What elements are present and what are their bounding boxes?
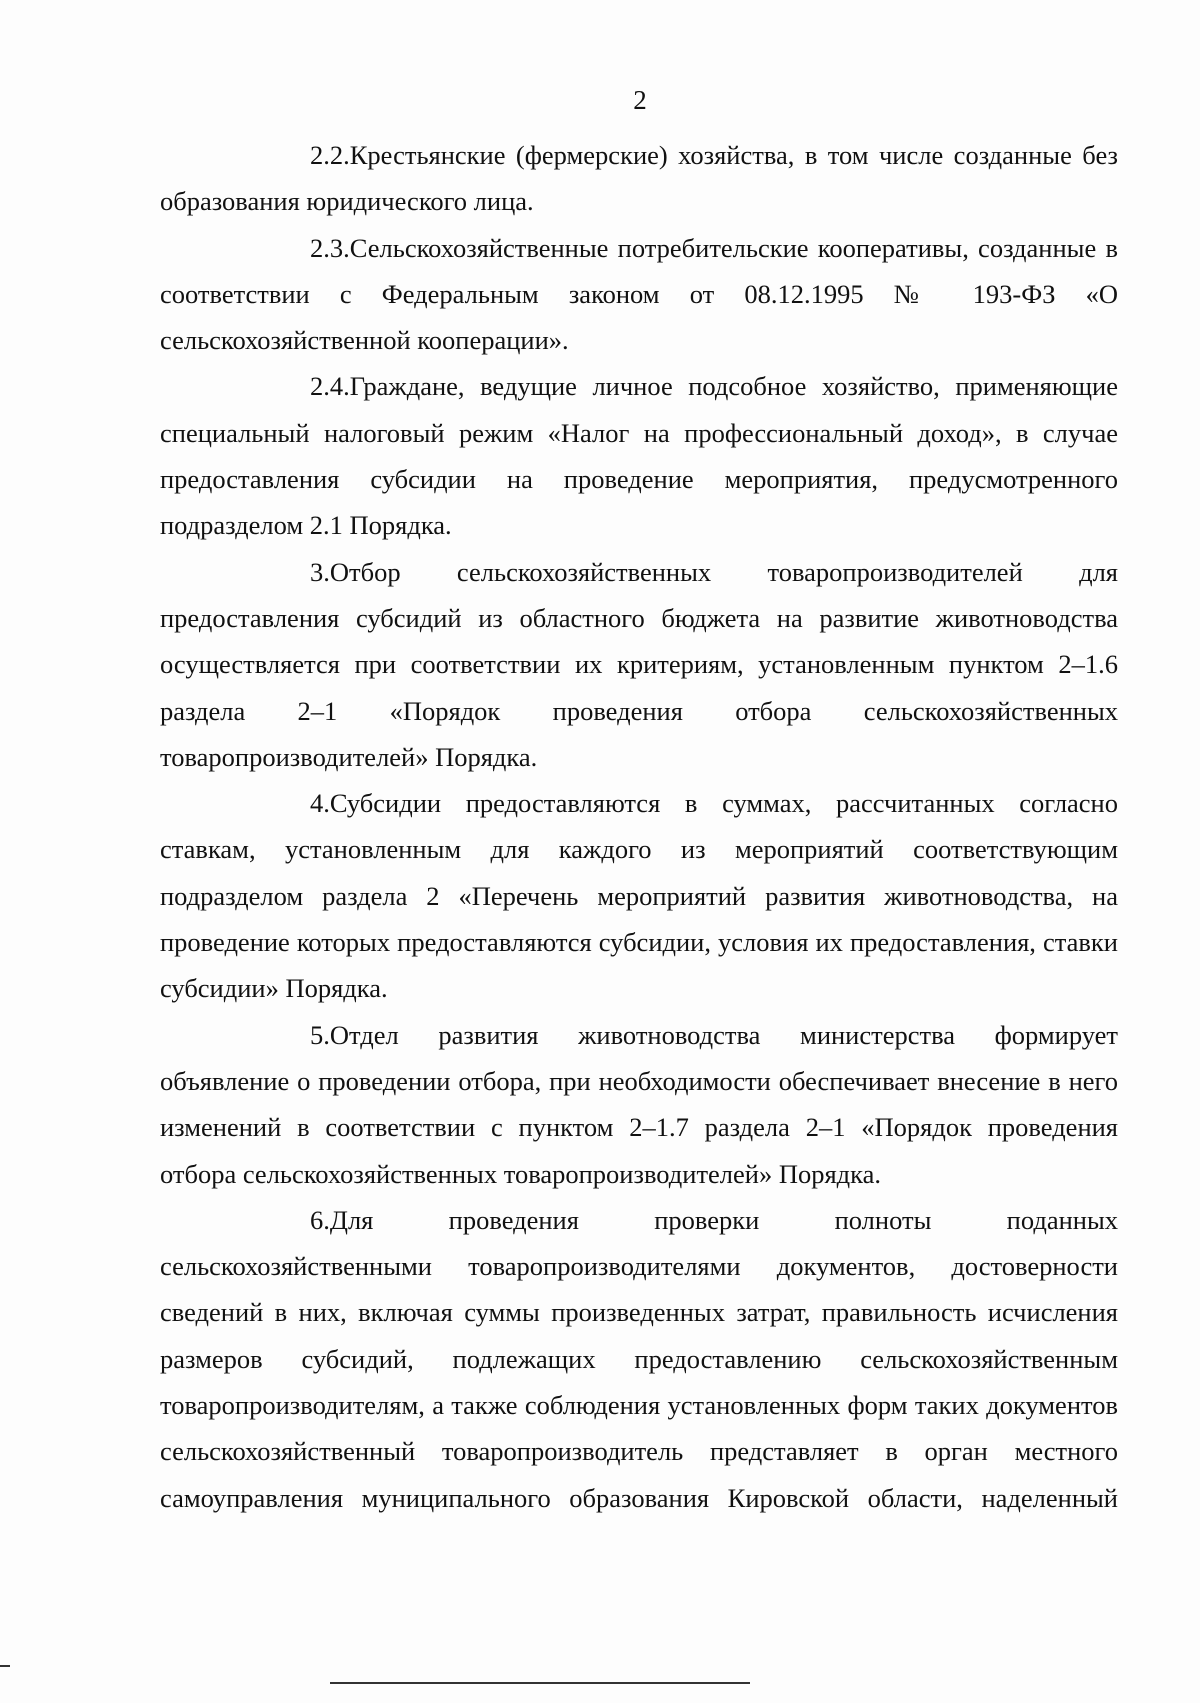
paragraph-6 (160, 1197, 1118, 1521)
paragraph-number: 5. (310, 1019, 330, 1050)
paragraph-2-3 (160, 225, 1118, 364)
paragraph-number: 3. (310, 556, 330, 587)
paragraph-text: Крестьянские (фермерские) хозяйства, в том числе созданные без образования юридического лица. (160, 140, 1118, 217)
paragraph-number: 2.4. (310, 371, 350, 402)
document-body (160, 132, 1118, 1521)
paragraph-text: Отдел развития животноводства министерства формирует объявление о проведении отбора, при необходимости обеспечивает внесение в него изменений в соответствии с пунктом 2–1.7 раздела 2–1 «Порядок проведения отбора сельскохозяйственных товаропроизводителей» Порядка. (160, 1019, 1118, 1189)
bottom-rule (330, 1682, 750, 1684)
paragraph-number: 6. (310, 1204, 330, 1235)
paragraph-number: 4. (310, 788, 330, 819)
paragraph-number: 2.3. (310, 232, 350, 263)
paragraph-text: Граждане, ведущие личное подсобное хозяйство, применяющие специальный налоговый режим «Налог на профессиональный доход», в случае предоставления субсидии на проведение мероприятия, предусмотренного подразделом 2.1 Порядка. (160, 371, 1118, 541)
paragraph-text: Для проведения проверки полноты поданных сельскохозяйственными товаропроизводителями документов, достоверности сведений в них, включая суммы произведенных затрат, правильность исчисления размеров субсидий, подлежащих предоставлению сельскохозяйственным товаропроизводителям, а также соблюдения установленных форм таких документов сельскохозяйственный товаропроизводитель представляет в орган местного самоуправления муниципального образования Кировской области, наделенный (160, 1204, 1118, 1513)
paragraph-text: Отбор сельскохозяйственных товаропроизводителей для предоставления субсидий из областного бюджета на развитие животноводства осуществляется при соответствии их критериям, установленным пунктом 2–1.6 раздела 2–1 «Порядок проведения отбора сельскохозяйственных товаропроизводителей» Порядка. (160, 556, 1118, 772)
scan-margin-mark (0, 1665, 10, 1667)
paragraph-text: Сельскохозяйственные потребительские кооперативы, созданные в соответствии с Федеральным законом от 08.12.1995 № 193-ФЗ «О сельскохозяйственной кооперации». (160, 232, 1118, 356)
paragraph-number: 2.2. (310, 140, 350, 170)
paragraph-text: Субсидии предоставляются в суммах, рассчитанных согласно ставкам, установленным для каждого из мероприятий соответствующим подразделом раздела 2 «Перечень мероприятий развития животноводства, на проведение которых предоставляются субсидии, условия их предоставления, ставки субсидии» Порядка. (160, 788, 1118, 1004)
paragraph-4 (160, 780, 1118, 1011)
page-number: 2 (633, 85, 647, 115)
paragraph-2-2 (160, 132, 1118, 225)
paragraph-5 (160, 1012, 1118, 1197)
paragraph-2-4 (160, 363, 1118, 548)
paragraph-3 (160, 549, 1118, 780)
